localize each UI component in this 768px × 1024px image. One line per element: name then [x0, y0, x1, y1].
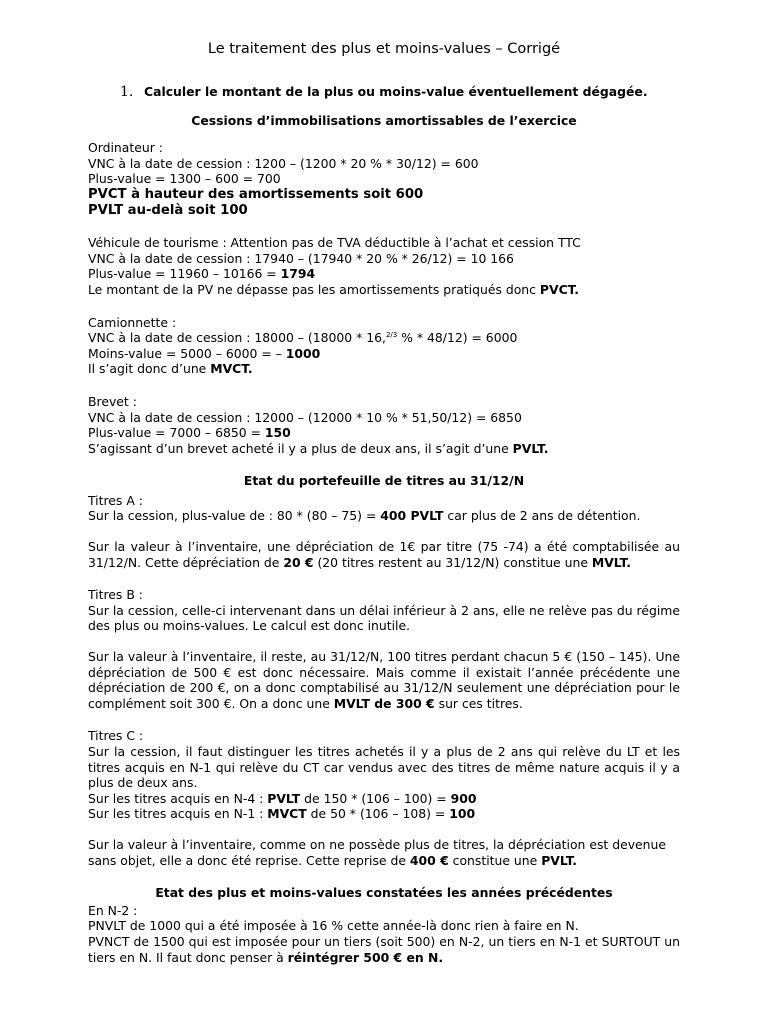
text-run: Plus-value = 11960 – 10166 =	[88, 266, 281, 282]
bold-run: MVCT.	[210, 361, 253, 377]
paragraph: Sur la cession, il faut distinguer les titres achetés il y a plus de 2 ans qui relève du LT et les titres acquis en N-1 qui relève du CT car vendus avec des titres de même nature acquis il y a plus de deux ans.	[88, 744, 680, 791]
text-line: VNC à la date de cession : 12000 – (12000 * 10 % * 51,50/12) = 6850	[88, 409, 522, 425]
text-line-bold: PVLT au-delà soit 100	[88, 202, 248, 218]
text-run: Sur la valeur à l’inventaire, il reste, au 31/12/N, 100 titres perdant chacun 5 € (150 – 145). Une dépréciation de 500 € est donc nécessaire. Mais comme il existait l’année précédente une dépréciation de 200 €, on a donc comptabilisé au 31/12/N seulement une dépréciation pour le complément soit 300 €. On a donc une	[88, 649, 680, 711]
titres-c-block	[88, 728, 680, 822]
text-line: Titres B :	[88, 587, 143, 603]
ordinateur-block	[88, 140, 680, 218]
text-line: Camionnette :	[88, 314, 177, 330]
bold-run: 1000	[285, 345, 321, 361]
text-run: Le montant de la PV ne dépasse pas les amortissements pratiqués donc	[88, 281, 540, 297]
titres-b-inventaire	[88, 649, 680, 711]
text-line: VNC à la date de cession : 1200 – (1200 * 20 % * 30/12) = 600	[88, 155, 479, 171]
bold-run: 20 €	[283, 554, 314, 570]
bold-run: MVCT	[267, 806, 307, 822]
text-line	[88, 791, 680, 807]
brevet-block	[88, 394, 680, 456]
text-line: Titres C :	[88, 728, 144, 744]
bold-run: PVLT.	[541, 852, 577, 868]
text-run: Sur la cession, plus-value de : 80 * (80 – 75) =	[88, 508, 381, 524]
bold-run: MVLT de 300 €	[333, 695, 435, 711]
titres-c-inventaire	[88, 837, 680, 868]
bold-run: PVLT	[267, 790, 301, 806]
bold-run: 400 €	[409, 852, 449, 868]
text-run: % * 48/12) = 6000	[397, 330, 518, 346]
annees-precedentes-block	[88, 903, 680, 965]
text-line	[88, 266, 680, 282]
bold-run: réintégrer 500 € en N.	[287, 949, 444, 965]
text-line	[88, 282, 680, 298]
text-line	[88, 441, 680, 457]
text-run: Sur les titres acquis en N-4 :	[88, 790, 268, 806]
text-run: VNC à la date de cession : 18000 – (18000 * 16,	[88, 330, 386, 346]
section-heading-annees-precedentes: Etat des plus et moins-values constatées les années précédentes	[155, 885, 613, 901]
text-run: (20 titres restent au 31/12/N) constitue une	[313, 554, 592, 570]
text-run: Moins-value = 5000 – 6000 = –	[88, 345, 286, 361]
text-line-bold: PVCT à hauteur des amortissements soit 600	[88, 186, 424, 202]
text-line	[88, 806, 680, 822]
text-line	[88, 361, 680, 377]
superscript-fraction: 2/3	[385, 331, 398, 340]
question-number: 1.	[120, 84, 134, 100]
bold-run: MVLT.	[591, 554, 631, 570]
text-run: car plus de 2 ans de détention.	[443, 508, 641, 524]
section-heading-cessions: Cessions d’immobilisations amortissables de l’exercice	[191, 112, 577, 128]
titres-a-block	[88, 493, 680, 524]
question-1	[120, 84, 680, 101]
text-line	[88, 425, 680, 441]
vehicule-block	[88, 235, 680, 297]
bold-run: 100	[449, 806, 476, 822]
text-line	[88, 346, 680, 362]
text-line: PNVLT de 1000 qui a été imposée à 16 % cette année-là donc rien à faire en N.	[88, 918, 579, 934]
text-line: Titres A :	[88, 492, 143, 508]
text-run: constitue une	[448, 852, 542, 868]
bold-run: 1794	[280, 266, 316, 282]
titres-b-block	[88, 587, 680, 634]
text-line: En N-2 :	[88, 902, 138, 918]
text-run: sur ces titres.	[434, 695, 523, 711]
text-run: Il s’agit donc d’une	[88, 361, 211, 377]
text-line: Véhicule de tourisme : Attention pas de TVA déductible à l’achat et cession TTC	[88, 235, 581, 251]
text-line: Brevet :	[88, 393, 137, 409]
titres-a-inventaire	[88, 539, 680, 570]
text-run: Sur les titres acquis en N-1 :	[88, 806, 268, 822]
bold-run: PVCT.	[539, 281, 579, 297]
camionnette-block	[88, 315, 680, 377]
section-heading-portefeuille: Etat du portefeuille de titres au 31/12/N	[243, 473, 525, 489]
text-line: Plus-value = 1300 – 600 = 700	[88, 171, 281, 187]
bold-run: 150	[264, 425, 291, 441]
text-line	[88, 508, 680, 524]
paragraph: Sur la cession, celle-ci intervenant dans un délai inférieur à 2 ans, elle ne relève pas du régime des plus ou moins-values. Le calcul est donc inutile.	[88, 602, 680, 634]
text-line: Ordinateur :	[88, 140, 163, 156]
text-run: S’agissant d’un brevet acheté il y a plus de deux ans, il s’agit d’une	[88, 440, 513, 456]
text-run: Sur la valeur à l’inventaire, une dépréciation de 1€ par titre (75 -74) a été comptabilisée au 31/12/N. Cette dépréciation de	[88, 539, 680, 570]
text-run: PVNCT de 1500 qui est imposée pour un tiers (soit 500) en N-2, un tiers en N-1 et SURTOUT un tiers en N. Il faut donc penser à	[88, 933, 680, 965]
text-line	[88, 330, 680, 346]
bold-run: PVLT.	[512, 440, 549, 456]
text-run: de 50 * (106 – 108) =	[306, 806, 450, 822]
bold-run: 900	[450, 790, 477, 806]
text-run: Plus-value = 7000 – 6850 =	[88, 425, 265, 441]
bold-run: 400 PVLT	[380, 508, 444, 524]
paragraph	[88, 934, 680, 965]
text-line: VNC à la date de cession : 17940 – (17940 * 20 % * 26/12) = 10 166	[88, 250, 514, 266]
text-run: de 150 * (106 – 100) =	[300, 790, 451, 806]
document-title: Le traitement des plus et moins-values – Corrigé	[207, 41, 561, 57]
text-run: Sur la valeur à l’inventaire, comme on ne possède plus de titres, la dépréciation est devenue sans objet, elle a donc été reprise. Cette reprise de	[88, 836, 666, 868]
question-text: Calculer le montant de la plus ou moins-value éventuellement dégagée.	[144, 84, 648, 99]
